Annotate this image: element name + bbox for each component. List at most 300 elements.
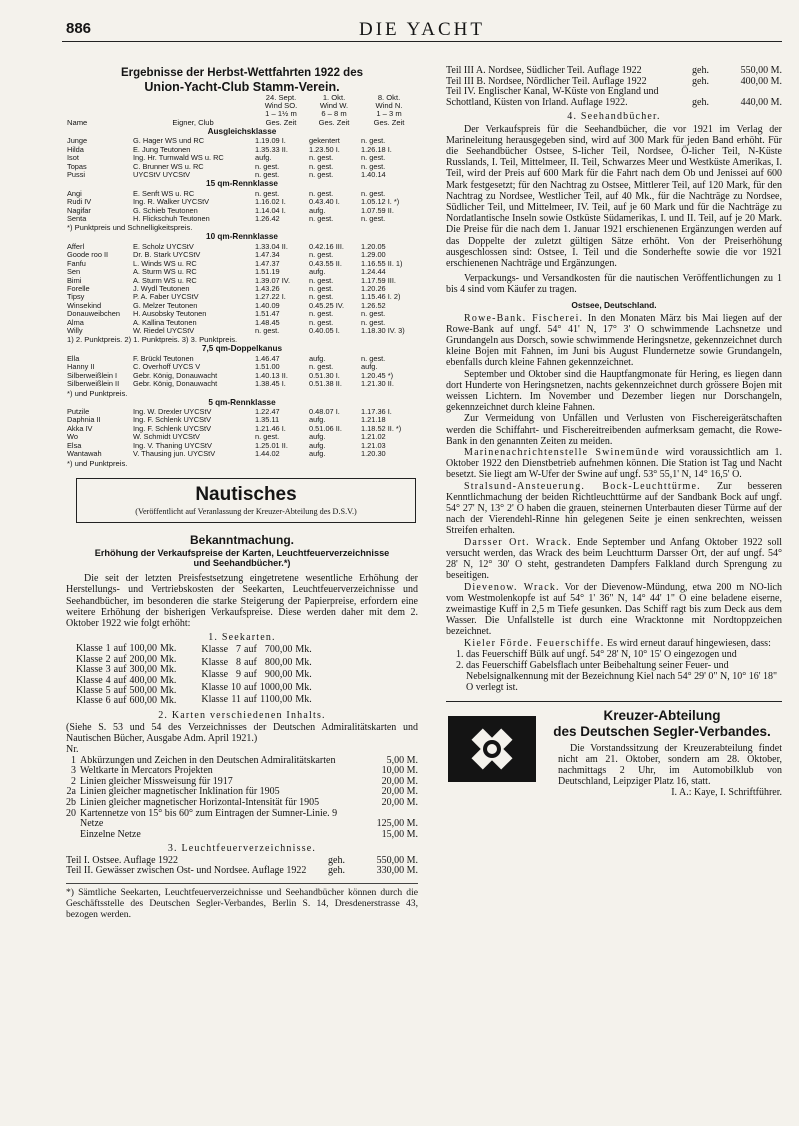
klasse-label: Klasse: [76, 653, 103, 665]
klasse-number: 6: [105, 695, 111, 707]
boat-name: Elsa: [67, 440, 82, 450]
boat-name: Silberweißlein I: [67, 370, 118, 380]
race1-time: aufg.: [255, 153, 272, 163]
owner-club: G. Hager WS und RC: [133, 136, 205, 146]
owner-club: C. Brunner WS u. RC: [133, 161, 204, 171]
race1-time: 1.46.47: [255, 353, 280, 363]
owner-club: C. Overhoff UYCS V: [133, 362, 201, 372]
auf-label: auf: [113, 653, 127, 665]
right-column: [446, 66, 782, 821]
klasse-number: 7: [236, 644, 242, 656]
versand-paragraph: Verpackungs- und Versandkosten für die nautischen Veröffentlichungen zu 1 bis 4 sind vom Käufer zu tragen.: [446, 273, 782, 296]
kreuzer-signature: I. A.: Kaye, I. Schriftführer.: [671, 787, 782, 799]
col-race1-header: [254, 94, 308, 127]
lf-description: Teil II. Gewässer zwischen Ost- und Nordsee. Auflage 1922: [66, 865, 307, 877]
currency: Mk.: [159, 653, 177, 665]
owner-club: Dr. B. Stark UYCStV: [133, 250, 201, 260]
race1-time: 1.21.46 I.: [255, 423, 286, 433]
race1-time: 1.38.45 I.: [255, 379, 286, 389]
item-description: Linien gleicher Missweisung für 1917: [80, 775, 233, 787]
race2-time: n. gest.: [309, 214, 334, 224]
class-note-row: [66, 335, 418, 344]
leuchtfeuer-row: [446, 87, 782, 108]
race2-time: 0.51.30 I.: [309, 370, 340, 380]
kiel-text: Es wird erneut darauf hingewiesen, dass:: [607, 637, 771, 649]
race1-time: 1.26.42: [255, 214, 280, 224]
klasse-row: [76, 665, 179, 675]
race3-time: 1.40.14: [361, 169, 386, 179]
klasse-number: 5: [105, 684, 111, 696]
boat-name: Silberweißlein II: [67, 379, 120, 389]
race3-time: n. gest.: [361, 153, 386, 163]
item-price: 15,00 M.: [381, 828, 418, 840]
class-heading: 10 qm-Rennklasse: [206, 232, 278, 242]
boat-name: Putzile: [67, 407, 90, 417]
results-title-line1: Ergebnisse der Herbst-Wettfahrten 1922 des: [120, 67, 363, 79]
item-number: 1: [71, 754, 76, 766]
lf-price: 330,00 M.: [376, 865, 418, 877]
boat-name: Sen: [67, 267, 81, 277]
race2-time: 0.42.16 III.: [309, 241, 344, 251]
currency: Mk.: [159, 674, 177, 686]
owner-club: G. Melzer Teutonen: [133, 300, 198, 310]
lf-description: Teil III A. Nordsee, Südlicher Teil. Auflage 1922: [446, 65, 642, 76]
race2-time: 0.45.25 IV.: [309, 300, 345, 310]
race2-speed: 6 – 8 m: [321, 109, 347, 119]
class-note: 1) 2. Punktpreis. 2) 1. Punktpreis. 3) 3. Punktpreis.: [67, 335, 238, 345]
nautisches-title: Nautisches: [195, 483, 297, 505]
race2-time: n. gest.: [309, 275, 334, 285]
race3-time: n. gest.: [361, 309, 386, 319]
race2-time: 0.48.07 I.: [309, 407, 340, 417]
class-note: *) und Punktpreis.: [67, 458, 128, 468]
currency: Mk.: [295, 644, 312, 656]
darsser-paragraph: [446, 537, 782, 582]
owner-club: Ing. F. Schlenk UYCStV: [133, 415, 212, 425]
item-description: Linien gleicher magnetischer Horizontal-Intensität für 1905: [80, 796, 320, 808]
boat-name: Alma: [67, 317, 84, 327]
klasse-number: 10: [231, 681, 242, 693]
klasse-price: 1000,00: [259, 681, 293, 693]
section-seehandbuecher: 4. Seehandbücher.: [567, 111, 661, 123]
race1-time: 1.40.09: [255, 300, 280, 310]
klasse-row: [201, 694, 314, 707]
race3-time: 1.20.30: [361, 449, 386, 459]
race2-time: n. gest.: [309, 188, 334, 198]
race3-date: 8. Okt.: [377, 93, 401, 102]
class-note-row: [66, 223, 418, 232]
race2-time: 1.23.50 I.: [309, 144, 340, 154]
klasse-row: [201, 657, 314, 669]
stralsund-paragraph: [446, 481, 782, 537]
page-number: 886: [66, 20, 92, 37]
race2-time: aufg.: [309, 205, 326, 215]
owner-club: E. Scholz UYCStV: [133, 241, 194, 251]
boat-name: Angi: [67, 188, 82, 198]
item-number: 2a: [66, 786, 76, 798]
klasse-price: 200,00: [129, 653, 157, 665]
kiel-lead: Kieler Förde. Feuerschiffe.: [464, 637, 605, 649]
bekanntmachung-subheading-1: Erhöhung der Verkaufspreise der Karten, Leuchtfeuerverzeichnisse: [94, 547, 390, 558]
class-note-row: [66, 389, 418, 398]
klasse-number: 1: [105, 643, 111, 655]
karten-items-table: [66, 756, 418, 841]
section2-note: (Siehe S. 53 und 54 des Verzeichnisses der Deutschen Admiralitätskarten und Nautischen Bücher, Ausgabe Adm. April 1921.): [66, 721, 418, 745]
klassen-right-table: [201, 644, 314, 706]
col-owner-header: Eigner, Club: [172, 117, 214, 127]
footnote: *) Sämtliche Seekarten, Leuchtfeuerverzeichnisse und Seehandbücher können durch die Geschäftsstelle des Deutschen Segler-Verbandes, Berlin S. 14, Dresdenerstrasse 43, bezogen werden.: [66, 883, 418, 920]
klasse-label: Klasse: [76, 684, 103, 696]
klasse-price: 700,00: [264, 644, 293, 656]
nautisches-box: [76, 478, 416, 523]
race3-time: n. gest.: [361, 136, 386, 146]
auf-label: auf: [113, 674, 127, 686]
rowe-paragraph-2: September und Oktober sind die Hauptfangmonate für Hering, es liegen dann dort Hunderte von Heringsnetzen, nachts gekennzeichnet durch grössere Bojen mit weissen Lichtern. Im November und Dezember liegen nur Dorschangeln, gekennzeichnet durch kleine Fahnen.: [446, 368, 782, 414]
auf-label: auf: [113, 643, 127, 655]
karten-item-row: [66, 809, 418, 830]
owner-club: W. Riedel UYCStV: [133, 326, 195, 336]
auf-label: auf: [113, 684, 127, 696]
kreuzer-notice: [446, 701, 782, 821]
race3-time: 1.20.26: [361, 284, 386, 293]
class-note-row: [66, 459, 418, 468]
dievenow-paragraph: [446, 582, 782, 638]
race1-time: 1.51.00: [255, 362, 280, 372]
auf-label: auf: [244, 644, 257, 656]
race2-time: n. gest.: [309, 317, 334, 327]
boat-name: Wantawah: [67, 449, 102, 459]
auf-label: auf: [244, 694, 257, 706]
race2-date: 1. Okt.: [322, 93, 346, 102]
lf-description: Teil IV. Englischer Kanal, W-Küste von England und Schottland, Küsten von Irland. Auflage 1922.: [446, 86, 659, 108]
race3-time: 1.20.45 *): [361, 370, 394, 380]
klasse-number: 9: [236, 669, 242, 681]
race3-time: 1.21.03: [361, 440, 386, 450]
race3-time: 1.21.02: [361, 432, 386, 442]
boat-name: Ella: [67, 353, 80, 363]
race1-time-label: Ges. Zeit: [265, 117, 297, 127]
boat-name: Bimi: [67, 275, 82, 285]
item-price: 10,00 M.: [381, 765, 418, 777]
kiel-paragraph: [446, 638, 782, 649]
race2-time: n. gest.: [309, 153, 334, 163]
currency: Mk.: [295, 681, 312, 693]
boat-name: Donauweibchen: [67, 309, 121, 319]
boat-name: Forelle: [67, 284, 90, 293]
race2-time: 0.51.38 II.: [309, 379, 342, 389]
race2-time: n. gest.: [309, 309, 334, 319]
race3-time: 1.16.55 II. 1): [361, 258, 403, 268]
item-number: 2: [71, 775, 76, 787]
bekanntmachung-subheading-2: und Seehandbücher.*): [193, 558, 291, 569]
race2-time: n. gest.: [309, 250, 334, 260]
currency: Mk.: [159, 695, 177, 707]
race2-time-label: Ges. Zeit: [318, 117, 350, 127]
klasse-number: 4: [105, 674, 111, 686]
nr-label: Nr.: [66, 744, 79, 756]
section-seekarten: 1. Seekarten.: [208, 632, 276, 644]
race2-time: n. gest.: [309, 284, 334, 293]
owner-club: V. Thausing jun. UYCStV: [133, 449, 216, 459]
kreuzer-title-2: des Deutschen Segler-Verbandes.: [553, 723, 771, 739]
race2-time: aufg.: [309, 440, 326, 450]
class-heading: 7,5 qm-Doppelkanus: [201, 344, 283, 354]
darsser-lead: Darsser Ort. Wrack.: [464, 536, 572, 548]
race2-time: n. gest.: [309, 161, 334, 171]
klassen-tables: [66, 644, 418, 706]
item-description: Einzelne Netze: [80, 828, 141, 840]
item-price: 125,00 M.: [376, 818, 418, 830]
intro-paragraph: Die seit der letzten Preisfestsetzung eingetretene wesentliche Erhöhung der Herstellungs- und Vertriebskosten der Seekarten, Leuchtfeuerverzeichnisse und Seehandbücher, im besonderen die starke Steigerung der Papierpreise, erfordern eine weitere Erhöhung der bisherigen Verkaufspreise. Diese werden daher mit dem 2. Oktober 1922 wie folgt erhöht:: [66, 573, 418, 629]
owner-club: H. Ausobsky Teutonen: [133, 309, 207, 319]
race3-time: n. gest.: [361, 214, 386, 224]
nautisches-subtitle: (Veröffentlicht auf Veranlassung der Kreuzer-Abteilung des D.S.V.): [135, 506, 357, 516]
bekanntmachung-heading: Bekanntmachung.: [189, 532, 294, 547]
race3-time: 1.24.44: [361, 267, 386, 277]
boat-name: Willy: [67, 326, 83, 336]
klasse-number: 8: [236, 656, 242, 668]
klasse-number: 2: [105, 653, 111, 665]
race3-time: 1.26.18 I.: [361, 144, 392, 154]
klasse-label: Klasse: [201, 644, 229, 656]
klasse-price: 900,00: [264, 669, 293, 681]
race1-time: 1.27.22 I.: [255, 292, 286, 302]
auf-label: auf: [113, 695, 127, 707]
owner-club: P. A. Faber UYCStV: [133, 292, 199, 302]
leuchtfeuer-left-table: [66, 856, 418, 877]
result-row: [66, 171, 418, 179]
klassen-left-table: [76, 644, 179, 706]
race3-time: 1.21.18: [361, 415, 386, 425]
item-number: [66, 830, 80, 841]
race1-wind: Wind SO.: [264, 101, 298, 111]
currency: Mk.: [295, 669, 312, 681]
class-heading: 15 qm-Rennklasse: [206, 179, 278, 189]
currency: Mk.: [159, 664, 177, 676]
klasse-number: 11: [231, 694, 242, 706]
dievenow-lead: Dievenow. Wrack.: [464, 581, 560, 593]
boat-name: Hilda: [67, 144, 84, 154]
col-race3-header: [360, 94, 418, 127]
boat-name: Wo: [67, 432, 78, 442]
race2-time: 0.40.05 I.: [309, 326, 340, 336]
race2-time: aufg.: [309, 432, 326, 442]
section-leuchtfeuer: 3. Leuchtfeuerverzeichnisse.: [167, 843, 317, 855]
item-price: 20,00 M.: [381, 786, 418, 798]
owner-club: A. Sturm WS u. RC: [133, 267, 197, 277]
owner-club: Ing. V. Thaning UYCStV: [133, 440, 212, 450]
race1-time: n. gest.: [255, 432, 280, 442]
race3-time: 1.18.30 IV. 3): [361, 326, 405, 336]
results-title-line2: Union-Yacht-Club Stamm-Verein.: [144, 80, 340, 94]
result-row: [66, 327, 418, 335]
race1-time: n. gest.: [255, 161, 280, 171]
lf-geh: geh.: [692, 75, 709, 87]
race2-time: n. gest.: [309, 362, 334, 372]
race1-time: n. gest.: [255, 188, 280, 198]
race1-time: 1.35.33 II.: [255, 144, 288, 154]
dievenow-text: Vor der Dievenow-Mündung, etwa 200 m NO-lich vom Westmolenkopfe ist auf 54° 1' 36" N, 14° 44' 1" O eine beladene eiserne, zweimastige Kuff in 2,5 m Tiefe gesunken. Das Schiff ragt bis zum Deck aus dem Wasser. Die Unfallstelle ist durch eine Wracktonne mit Nordtoppzeichen bezeichnet.: [446, 581, 782, 638]
klasse-price: 600,00: [129, 695, 157, 707]
ostsee-subhead: Ostsee, Deutschland.: [571, 299, 657, 310]
race3-time-label: Ges. Zeit: [373, 117, 405, 127]
item-description: Weltkarte in Mercators Projekten: [80, 765, 213, 777]
lf-description: Teil III B. Nordsee, Nördlicher Teil. Auflage 1922: [446, 75, 647, 87]
klasse-price: 300,00: [129, 664, 157, 676]
race1-date: 24. Sept.: [265, 93, 297, 102]
race1-time: 1.40.13 II.: [255, 370, 288, 380]
lf-geh: geh.: [692, 65, 709, 76]
owner-club: G. Schieb Teutonen: [133, 205, 198, 215]
results-table: [66, 94, 418, 468]
lf-description: Teil I. Ostsee. Auflage 1922: [66, 854, 179, 866]
lf-geh: geh.: [328, 854, 345, 866]
klasse-price: 100,00: [129, 643, 157, 655]
race1-time: n. gest.: [255, 326, 280, 336]
klasse-price: 800,00: [264, 656, 293, 668]
race2-time: aufg.: [309, 415, 326, 425]
owner-club: UYCStV UYCStV: [133, 169, 191, 179]
race1-time: n. gest.: [255, 169, 280, 179]
magazine-title: DIE YACHT: [358, 19, 486, 40]
class-note: *) Punktpreis und Schnelligkeitspreis.: [67, 223, 193, 233]
owner-club: Gebr. König, Donauwacht: [133, 379, 218, 389]
boat-name: Tipsy: [67, 292, 85, 302]
klasse-label: Klasse: [201, 681, 229, 693]
result-row: [66, 215, 418, 223]
result-row: [66, 450, 418, 458]
auf-label: auf: [244, 669, 257, 681]
item-number: 20: [66, 807, 76, 819]
klasse-row: [76, 696, 179, 706]
race3-time: 1.05.12 I. *): [361, 197, 400, 207]
boat-name: Fanfu: [67, 258, 86, 268]
owner-club: Ing. W. Drexler UYCStV: [133, 407, 212, 417]
klasse-row: [201, 644, 314, 656]
item-price: 20,00 M.: [381, 775, 418, 787]
page-header: [62, 16, 782, 42]
rowe-paragraph-3: Zur Vermeidung von Unfällen und Verlusten von Fischereigerätschaften werden die Schiffahrt- und Fischereitreibenden aufmerksam gemacht, die Rowe-Bank in den genannten Zeiten zu meiden.: [446, 413, 782, 447]
boat-name: Pussi: [67, 169, 86, 179]
swine-text: wird voraussichtlich am 1. Oktober 1922 den Dienstbetrieb aufnehmen können. Die Station ist Tag und Nacht besetzt. Sie liegt am W-Ufer der Swine auf ungf. 53° 55,1' N, 14° 16,5' O.: [446, 447, 782, 481]
owner-club: E. Senft WS u. RC: [133, 188, 195, 198]
race1-time: 1.25.01 II.: [255, 440, 288, 450]
race2-time: 0.43.40 I.: [309, 197, 340, 207]
leuchtfeuer-row: [446, 66, 782, 77]
klasse-label: Klasse: [76, 643, 103, 655]
section-karten-inhalt: 2. Karten verschiedenen Inhalts.: [158, 709, 326, 721]
race3-time: 1.17.36 I.: [361, 407, 392, 417]
klasse-row: [201, 682, 314, 694]
owner-club: Ing. R. Walker UYCStV: [133, 197, 210, 207]
race1-time: 1.43.26: [255, 284, 280, 293]
currency: Mk.: [159, 684, 177, 696]
race3-time: n. gest.: [361, 317, 386, 327]
race1-time: 1.51.47: [255, 309, 280, 319]
currency: Mk.: [295, 656, 312, 668]
item-description: Abkürzungen und Zeichen in den Deutschen Admiralitätskarten: [80, 754, 336, 766]
dsv-flag-icon: [446, 714, 538, 784]
race1-time: 1.48.45: [255, 317, 280, 327]
karten-item-row: [66, 798, 418, 809]
klasse-price: 1100,00: [260, 694, 293, 706]
race1-time: 1.35.11: [255, 415, 280, 425]
race2-time: 0.51.06 II.: [309, 423, 342, 433]
boat-name: Nagifar: [67, 205, 91, 215]
kreuzer-title-1: Kreuzer-Abteilung: [603, 707, 721, 723]
seehandbuch-paragraph: Der Verkaufspreis für die Seehandbücher, die vor 1921 im Verlag der Marineleitung herausgegeben sind, wird auf 300 Mark für jeden Band erhöht. Für die Seehandbücher Ostsee, S-licher Teil, Nordsee, Ö-licher Teil, N-Küste Russlands, I. Teil, Mittelmeer, II. Teil, Schwarzes Meer und Westküste Amerikas, I. Teil, wird der Preis auf 600 Mark für die Fahrt nach dem Ob und Jenissei auf 600 Mark festgesetzt; für den Nachtrag zu Ostsee, Mittlerer Teil, auf 120 Mark, für den Nachtrag zu Nordsee, Westlicher Teil, auf 40 Mk., für die Nachträge zu Nordsee, Südlicher Teil, und Mittelmeer, IV. Teil, auf je 60 Mark und für die Nachträge zu Nordatlantische Inseln sowie Ostküste Südamerikas, I. und II. Teil, auf je 20 Mark. Die Preise für die nach dem 1. Januar 1921 erschienenen Ergänzungen werden auf das Doppelte der zuletzt gültigen Sätze erhöht. Von der Preiserhöhung ausgeschlossen sind: Ostsee, I. Teil und die Sonderhefte sowie die vor 1921 erschienenen Nachträge und Ergänzungen.: [446, 123, 782, 270]
race3-time: 1.20.05: [361, 241, 386, 251]
currency: Mk.: [295, 694, 312, 706]
kreuzer-text: Die Vorstandssitzung der Kreuzerabteilung findet nicht am 21. Oktober, sondern am 28. Oktober, nachmittags 2 Uhr, im Automobilklub von Deutschland, Leipziger Platz 16, statt.: [558, 742, 782, 788]
klasse-price: 500,00: [129, 684, 157, 696]
kiel-list: [446, 649, 782, 694]
klasse-row: [201, 669, 314, 681]
item-price: 5,00 M.: [386, 754, 418, 766]
klasse-number: 3: [105, 664, 111, 676]
klasse-label: Klasse: [76, 695, 103, 707]
stralsund-lead: Stralsund-Ansteuerung. Bock-Leuchttürme.: [464, 480, 701, 492]
race3-time: n. gest.: [361, 161, 386, 171]
leuchtfeuer-row: [66, 866, 418, 877]
race1-time: 1.47.34: [255, 250, 280, 260]
auf-label: auf: [244, 681, 257, 693]
auf-label: auf: [244, 656, 257, 668]
boat-name: Topas: [67, 161, 87, 171]
lf-geh: geh.: [328, 865, 345, 877]
lf-price: 400,00 M.: [740, 75, 782, 87]
owner-club: A. Sturm WS u. RC: [133, 275, 197, 285]
race3-time: 1.17.59 III.: [361, 275, 396, 285]
owner-club: J. Wydl Teutonen: [133, 284, 190, 293]
rowe-text-1: In den Monaten März bis Mai liegen auf der Rowe-Bank auf ungf. 54° 41' N, 17° 3' O schwimmende Lachsnetze und Grundangeln aus Dorsch, sowie schwimmende Heringsnetze, gekennzeichnet durch kleine Bojen mit Fahnen, im Juni bis August Flundernetze sowie Grundangeln, ebenfalls durch kleine Fahnen gekennzeichnet.: [446, 312, 783, 369]
item-number: 2b: [66, 796, 76, 808]
race1-time: 1.47.37: [255, 258, 280, 268]
left-column: [66, 66, 418, 920]
auf-label: auf: [113, 664, 127, 676]
race3-time: aufg.: [361, 362, 378, 372]
owner-club: H. Flickschuh Teutonen: [133, 214, 210, 224]
item-description: Linien gleicher magnetischer Inklination für 1905: [80, 786, 280, 798]
col-name-header: Name: [67, 117, 88, 127]
race1-time: 1.19.09 I.: [255, 136, 286, 146]
race1-time: 1.33.04 II.: [255, 241, 288, 251]
class-note: *) und Punktpreis.: [67, 388, 128, 398]
results-header-row: [66, 94, 418, 127]
lf-price: 440,00 M.: [740, 96, 782, 108]
owner-club: E. Jung Teutonen: [133, 144, 191, 154]
race2-time: aufg.: [309, 267, 326, 277]
race1-time: 1.51.19: [255, 267, 280, 277]
race2-time: 0.43.55 II.: [309, 258, 342, 268]
boat-name: Goode roo II: [67, 250, 109, 260]
race2-time: gekentert: [309, 136, 340, 146]
karten-item-row: [66, 830, 418, 841]
klasse-label: Klasse: [201, 656, 229, 668]
class-heading: Ausgleichsklasse: [207, 126, 277, 136]
owner-club: Ing. F. Schlenk UYCStV: [133, 423, 212, 433]
boat-name: Rudi IV: [67, 197, 92, 207]
col-race2-header: [308, 94, 360, 127]
stralsund-text: Zur besseren Kenntlichmachung der beiden Richtleuchttürme auf der Sandbank Bock auf ungf. 54° 27' N, 13° 2' O haben die grauen, steinernen Unterbauten dieser Türme auf der nach der Vierendehl-Rinne hin gelegenen Seite je einen senkrechten, weissen Streifen erhalten.: [446, 480, 783, 537]
race1-time: 1.39.07 IV.: [255, 275, 291, 285]
klasse-label: Klasse: [201, 669, 229, 681]
owner-club: L. Winds WS u. RC: [133, 258, 197, 268]
result-row: [66, 380, 418, 388]
klasse-label: Klasse: [76, 674, 103, 686]
boat-name: Hanny II: [67, 362, 95, 372]
swine-paragraph: [446, 447, 782, 481]
